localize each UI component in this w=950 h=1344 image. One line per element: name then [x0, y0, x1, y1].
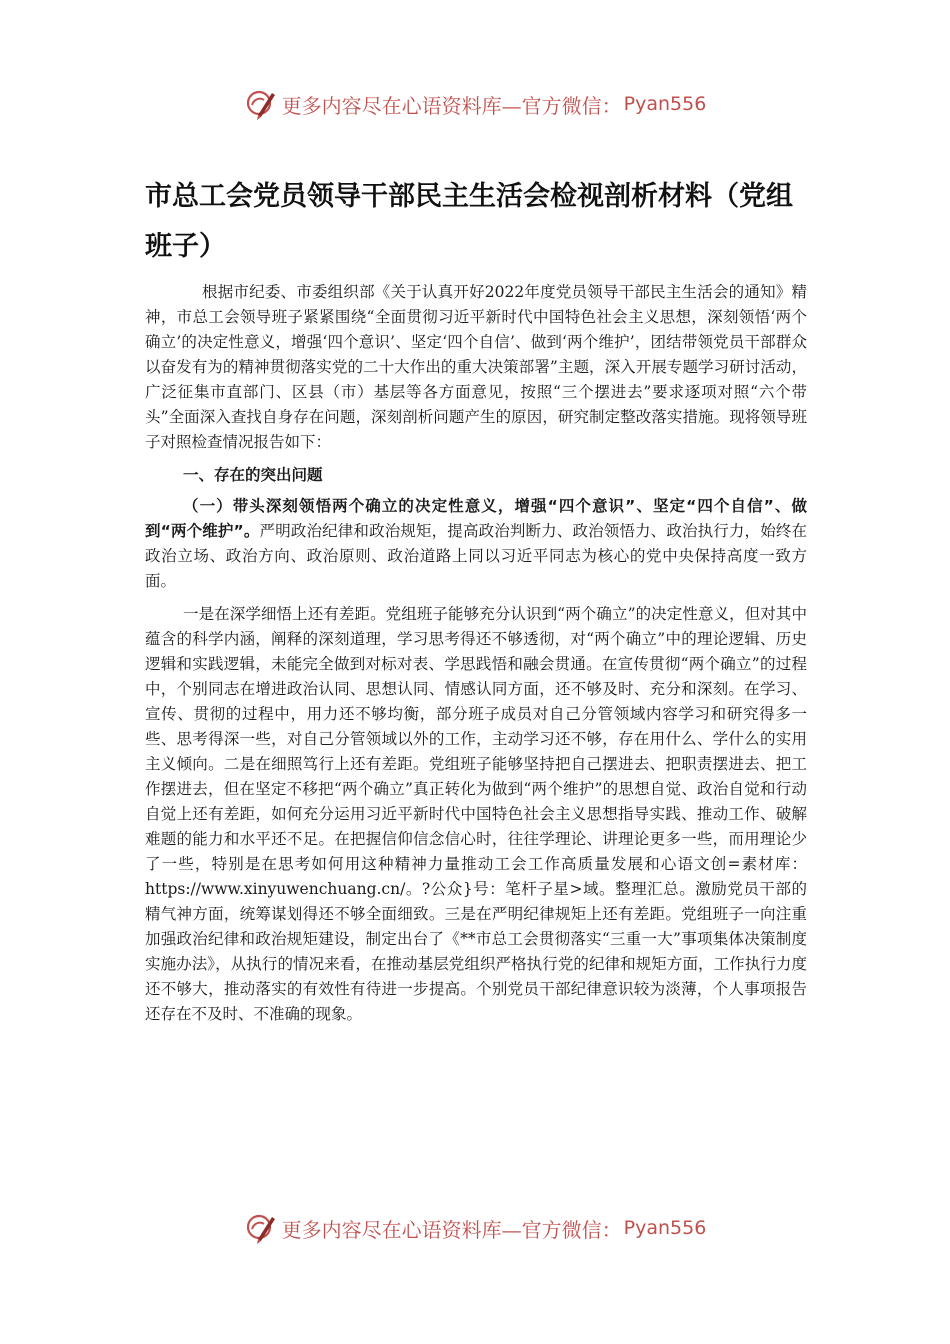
banner-text: 更多内容尽在心语资料库—官方微信： — [281, 1217, 622, 1242]
pen-logo-icon — [244, 1211, 278, 1245]
subsection-paragraph — [145, 494, 807, 594]
intro-paragraph: 根据市纪委、市委组织部《关于认真开好2022年度党员领导干部民主生活会的通知》精神，市总工会领导班子紧紧围绕“全面贯彻习近平新时代中国特色社会主义思想，深刻领悟‘两个确立’的决定性意义，增强‘四个意识’、坚定‘四个自信’、做到‘两个维护’，团结带领党员干部群众以奋发有为的精神贯彻落实党的二十大作出的重大决策部署”主题，深入开展专题学习研讨活动，广泛征集市直部门、区县（市）基层等各方面意见，按照“三个摆进去”要求逐项对照“六个带头”全面深入查找自身存在问题，深刻剖析问题产生的原因，研究制定整改落实措施。现将领导班子对照检查情况报告如下： — [145, 283, 807, 451]
document-body — [145, 280, 807, 1027]
top-banner — [0, 84, 950, 124]
pen-logo-icon — [244, 87, 278, 121]
document-title: 市总工会党员领导干部民主生活会检视剖析材料（党组班子） — [145, 181, 793, 262]
banner-text: 更多内容尽在心语资料库—官方微信： — [281, 93, 622, 118]
subsection-heading: （一）带头深刻领悟两个确立的决定性意义，增强“四个意识”、坚定“四个自信”、做到“两个维护”。 — [145, 497, 807, 540]
banner-wechat-id: Pyan556 — [623, 1217, 707, 1239]
bottom-banner — [0, 1208, 950, 1248]
section-heading: 一、存在的突出问题 — [183, 466, 323, 484]
subsection-text: 严明政治纪律和政治规矩，提高政治判断力、政治领悟力、政治执行力，始终在政治立场、政治方向、政治原则、政治道路上同以习近平同志为核心的党中央保持高度一致方面。 — [145, 522, 807, 590]
banner-wechat-id: Pyan556 — [623, 93, 707, 115]
body-paragraph: 一是在深学细悟上还有差距。党组班子能够充分认识到“两个确立”的决定性意义，但对其中蕴含的科学内涵，阐释的深刻道理，学习思考得还不够透彻，对“两个确立”中的理论逻辑、历史逻辑和实践逻辑，未能完全做到对标对表、学思践悟和融会贯通。在宣传贯彻“两个确立”的过程中，个别同志在增进政治认同、思想认同、情感认同方面，还不够及时、充分和深刻。在学习、宣传、贯彻的过程中，用力还不够均衡，部分班子成员对自己分管领域内容学习和研究得多一些、思考得深一些，对自己分管领域以外的工作，主动学习还不够，存在用什么、学什么的实用主义倾向。二是在细照笃行上还有差距。党组班子能够坚持把自己摆进去、把职责摆进去、把工作摆进去，但在坚定不移把“两个确立”真正转化为做到“两个维护”的思想自觉、政治自觉和行动自觉上还有差距，如何充分运用习近平新时代中国特色社会主义思想指导实践、推动工作、破解难题的能力和水平还不足。在把握信仰信念信心时，往往学理论、讲理论更多一些，而用理论少了一些，特别是在思考如何用这种精神力量推动工会工作高质量发展和心语文创=素材库：https://www.xinyuwenchuang.cn/。?公众}号：笔杆子星>域。整理汇总。激励党员干部的精气神方面，统筹谋划得还不够全面细致。三是在严明纪律规矩上还有差距。党组班子一向注重加强政治纪律和政治规矩建设，制定出台了《**市总工会贯彻落实“三重一大”事项集体决策制度实施办法》，从执行的情况来看，在推动基层党组织严格执行党的纪律和规矩方面，工作执行力度还不够大，推动落实的有效性有待进一步提高。个别党员干部纪律意识较为淡薄，个人事项报告还存在不及时、不准确的现象。 — [145, 605, 807, 1023]
